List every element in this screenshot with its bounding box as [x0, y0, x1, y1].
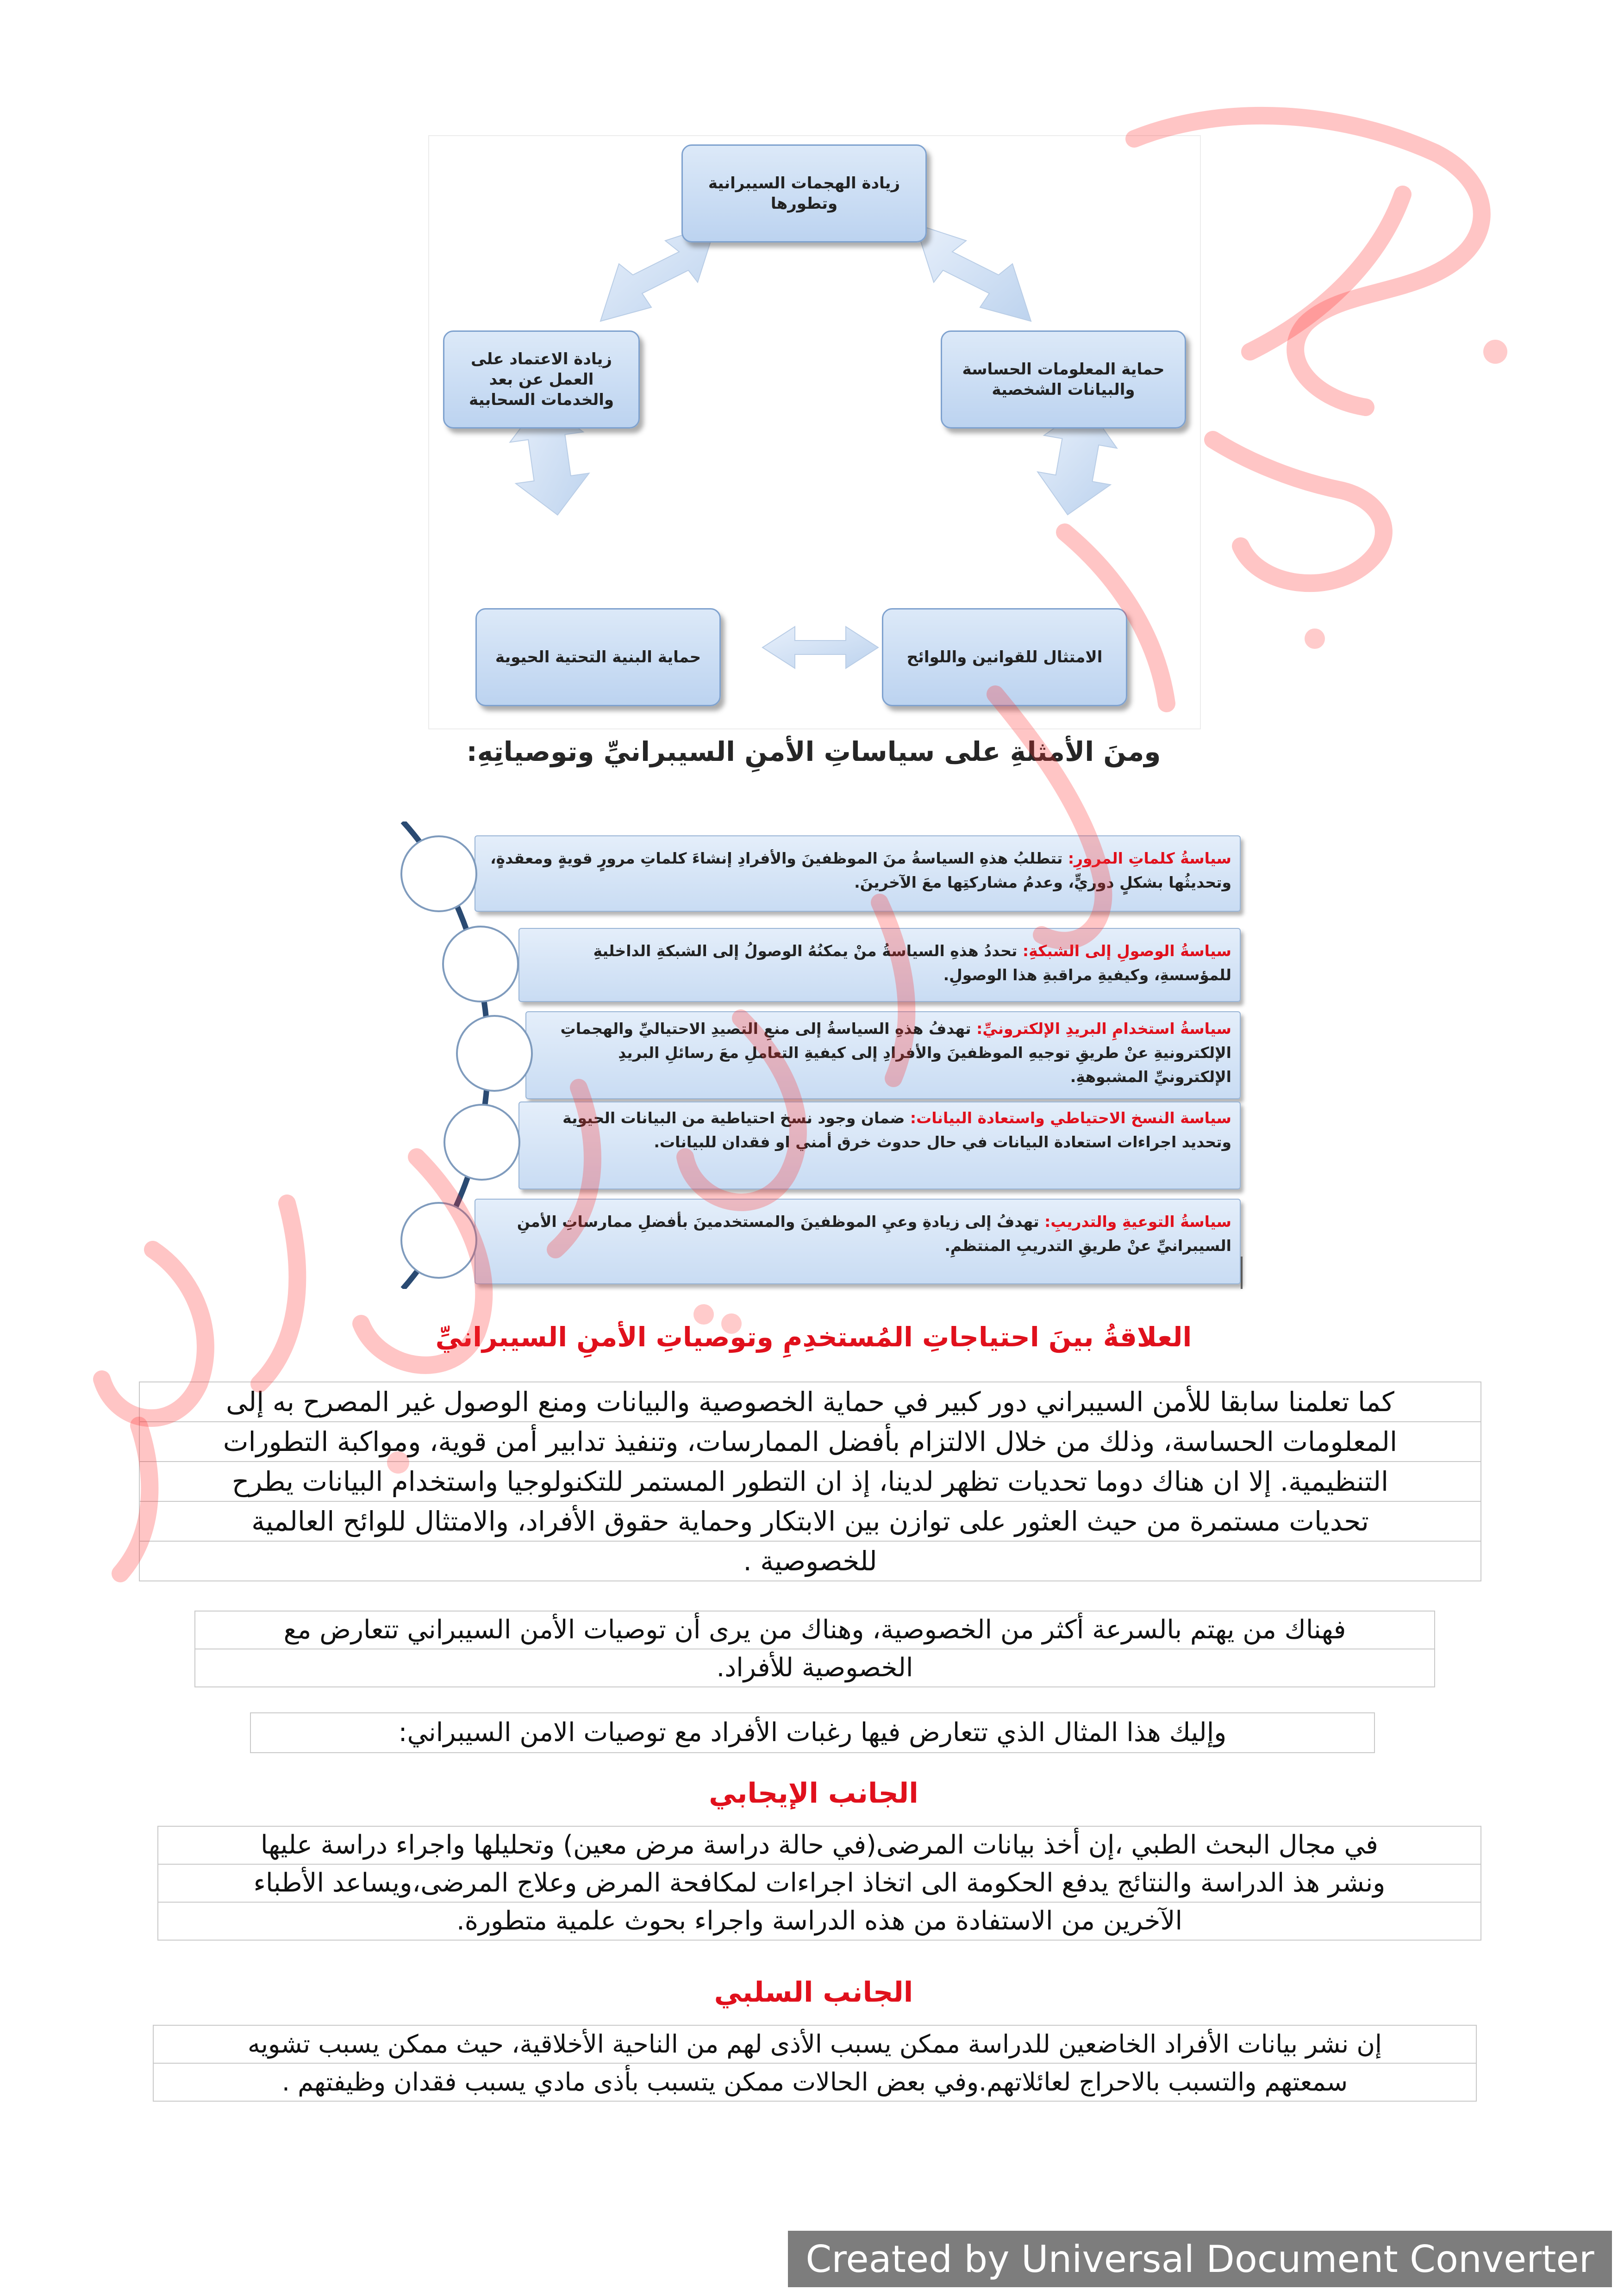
policy-title: سياسةُ التوعيةِ والتدريبِ: — [1039, 1213, 1231, 1231]
text-line: المعلومات الحساسة، وذلك من خلال الالتزام بأفضل الممارسات، وتنفيذ تدابير أمن قوية، ومواكبة التطورات — [139, 1421, 1481, 1461]
policy-text: تتطلبُ هذهِ السياسةُ منَ الموظفينَ والأفرادِ إنشاءَ كلماتِ مرورٍ قويةٍ ومعقدةٍ، وتحديثُها بشكلٍ دوريٍّ، وعدمُ مشاركتِها معَ الآخرينَ. — [490, 849, 1231, 891]
side-rule — [1241, 1257, 1243, 1289]
paragraph-intro — [139, 1381, 1481, 1581]
diagram-box-right: حماية المعلومات الحساسة والبيانات الشخصية — [941, 330, 1186, 429]
text-line: سمعتهم والتسبب بالاحراج لعائلاتهم.وفي بعض الحالات ممكن يتسبب بأذى مادي يسبب فقدان وظيفتهم . — [153, 2063, 1477, 2102]
policy-text: تهدفُ إلى زيادةِ وعيِ الموظفينَ والمستخدمينَ بأفضلِ ممارساتِ الأمنِ السيبرانيِّ عنْ طريقِ التدريبِ المنتظمِ. — [517, 1213, 1231, 1255]
converter-badge: Created by Universal Document Converter — [788, 2231, 1612, 2287]
cycle-diagram — [428, 135, 1201, 729]
examples-heading: ومنَ الأمثلةِ على سياساتِ الأمنِ السيبرانيِّ وتوصياتِهِ: — [466, 736, 1161, 767]
policy-bullet — [400, 835, 477, 912]
policy-title: سياسةُ الوصولِ إلى الشبكةِ: — [1017, 942, 1231, 960]
text-line: الخصوصية للأفراد. — [194, 1649, 1435, 1687]
diagram-box-left: زيادة الاعتماد على العمل عن بعد والخدمات السحابية — [443, 330, 640, 429]
text-line: فهناك من يهتم بالسرعة أكثر من الخصوصية، وهناك من يرى أن توصيات الأمن السيبراني تتعارض مع — [194, 1611, 1435, 1649]
policy-item-email — [525, 1011, 1241, 1099]
policy-item-backup — [518, 1101, 1241, 1189]
policy-bullet — [400, 1202, 477, 1279]
policy-title: سياسةُ كلماتِ المرورِ: — [1062, 849, 1231, 867]
text-line: في مجال البحث الطبي ،إن أخذ بيانات المرضى(في حالة دراسة مرض معين) وتحليلها واجراء دراسة عليها — [157, 1826, 1481, 1864]
policy-item-network — [518, 928, 1241, 1002]
policy-bullet — [443, 1104, 520, 1181]
policy-text: تهدفُ هذهِ السياسةُ إلى منعِ التصيدِ الاحتياليِّ والهجماتِ الإلكترونيةِ عنْ طريقِ توجيهِ الموظفينَ والأفرادِ إلى كيفيةِ التعاملِ معَ رسائلِ البريدِ الإلكترونيِّ المشبوهةِ. — [560, 1020, 1231, 1086]
text-line: كما تعلمنا سابقا للأمن السيبراني دور كبير في حماية الخصوصية والبيانات ومنع الوصول غير المصرح به إلى — [139, 1381, 1481, 1421]
text-line: إن نشر بيانات الأفراد الخاضعين للدراسة ممكن يسبب الأذى لهم من الناحية الأخلاقية، حيث ممكن يسبب تشويه — [153, 2025, 1477, 2063]
negative-heading: الجانب السلبي — [714, 1976, 913, 2009]
policy-list — [389, 821, 1241, 1289]
text-line: وإليك هذا المثال الذي تتعارض فيها رغبات الأفراد مع توصيات الامن السيبراني: — [250, 1712, 1375, 1753]
policy-item-awareness — [475, 1199, 1241, 1284]
policy-text: ضمان وجود نسخ احتياطية من البيانات الحيوية وتحديد اجراءات استعادة البيانات في حال حدوث خرق أمني او فقدان للبيانات. — [562, 1109, 1231, 1151]
paragraph-privacy — [194, 1611, 1435, 1687]
policy-title: سياسةُ استخدامِ البريدِ الإلكترونيِّ: — [971, 1020, 1231, 1038]
text-line: تحديات مستمرة من حيث العثور على توازن بين الابتكار وحماية حقوق الأفراد، والامتثال للوائح العالمية — [139, 1501, 1481, 1541]
policy-bullet — [456, 1015, 533, 1092]
text-line: ونشر هذ الدراسة والنتائج يدفع الحكومة الى اتخاذ اجراءات لمكافحة المرض وعلاج المرضى،ويساعد الأطباء — [157, 1864, 1481, 1902]
paragraph-negative — [153, 2025, 1477, 2102]
policy-bullet — [442, 926, 519, 1002]
policy-item-passwords — [475, 835, 1241, 912]
policy-title: سياسة النسخ الاحتياطي واستعادة البيانات: — [905, 1109, 1231, 1127]
diagram-box-bottom-right: الامتثال للقوانين واللوائح — [882, 608, 1127, 706]
text-line: التنظيمية. إلا ان هناك دوما تحديات تظهر لدينا، إذ ان التطور المستمر للتكنولوجيا واستخدام البيانات يطرح — [139, 1461, 1481, 1501]
text-line: الآخرين من الاستفادة من هذه الدراسة واجراء بحوث علمية متطورة. — [157, 1902, 1481, 1941]
diagram-box-top: زيادة الهجمات السيبرانية وتطورها — [681, 144, 927, 243]
text-line: للخصوصية . — [139, 1541, 1481, 1581]
positive-heading: الجانب الإيجابي — [709, 1777, 918, 1810]
paragraph-example — [250, 1712, 1375, 1753]
paragraph-positive — [157, 1826, 1481, 1941]
relation-heading: العلاقةُ بينَ احتياجاتِ المُستخدِمِ وتوصياتِ الأمنِ السيبرانيِّ — [435, 1321, 1192, 1353]
policy-text: تحددُ هذهِ السياسةُ منْ يمكنُهُ الوصولُ إلى الشبكةِ الداخليةِ للمؤسسةِ، وكيفيةِ مراقبةِ هذا الوصولِ. — [593, 942, 1231, 984]
diagram-box-bottom-left: حماية البنية التحتية الحيوية — [475, 608, 721, 706]
